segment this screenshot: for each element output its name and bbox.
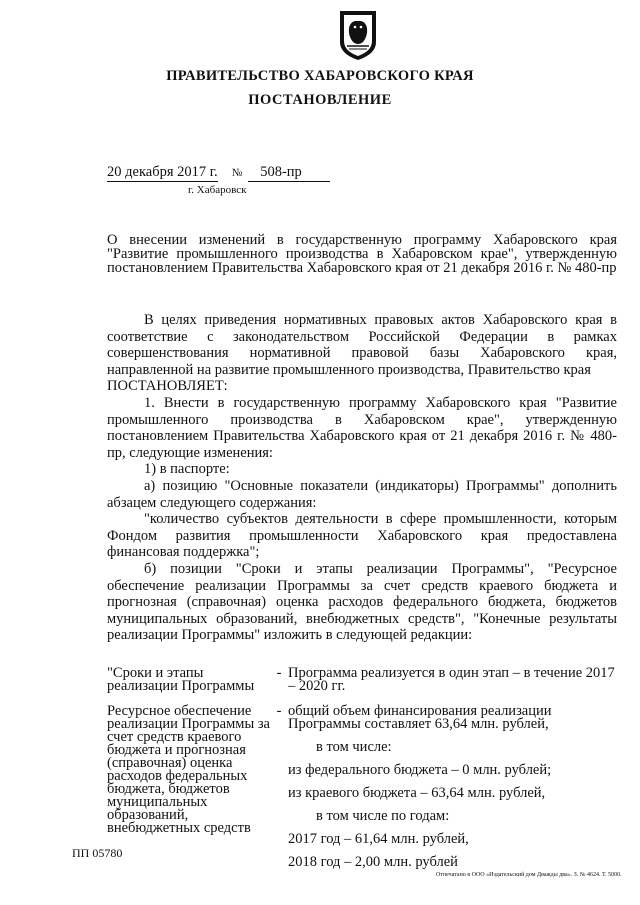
- coat-of-arms-emblem-icon: [337, 8, 379, 62]
- document-subject: О внесении изменений в государственную программу Хабаровского края "Развитие промышленного производства в Хабаровском крае", утвержденную постановлением Правительства Хабаровского края от 21 декабря 2016 г. № 480-пр: [107, 232, 617, 276]
- printer-note: Отпечатано в ООО «Издательский дом Дважды два». З. № 4624. Т. 5000.: [436, 872, 622, 878]
- funding-including: в том числе:: [316, 739, 392, 755]
- date-number-line: [107, 164, 330, 182]
- funding-by-years: в том числе по годам:: [316, 808, 450, 824]
- funding-2018: 2018 год – 2,00 млн. рублей: [288, 854, 458, 870]
- document-type: ПОСТАНОВЛЕНИЕ: [248, 92, 392, 108]
- funding-regional: из краевого бюджета – 63,64 млн. рублей,: [288, 785, 546, 801]
- row-label: "Сроки и этапы реализации Программы: [107, 665, 255, 694]
- document-number: 508-пр: [248, 164, 330, 182]
- city: г. Хабаровск: [188, 184, 247, 196]
- table-row: [107, 705, 617, 869]
- paragraph-quote: "количество субъектов деятельности в сфере промышленности, которым Фондом развития промышленности Хабаровского края предоставлена финансовая поддержка";: [107, 511, 617, 561]
- footer-code: ПП 05780: [72, 846, 123, 860]
- funding-2017: 2017 год – 61,64 млн. рублей,: [288, 831, 469, 847]
- paragraph-passport: 1) в паспорте:: [144, 461, 230, 478]
- row-dash: -: [276, 703, 282, 719]
- row-label: Ресурсное обеспечение реализации Программы за счет средств краевого бюджета и прогнозная (справочная) оценка расходов федеральных бюджета, бюджетов муниципальных образований, внебюджетных средств: [107, 703, 270, 836]
- number-sign: №: [231, 167, 243, 179]
- document-date: 20 декабря 2017 г.: [107, 164, 218, 180]
- organization-title: ПРАВИТЕЛЬСТВО ХАБАРОВСКОГО КРАЯ: [166, 68, 474, 84]
- row-value: Программа реализуется в один этап – в течение 2017 – 2020 гг.: [288, 665, 615, 694]
- paragraph-subitem-a: а) позицию "Основные показатели (индикаторы) Программы" дополнить абзацем следующего содержания:: [107, 477, 617, 511]
- document-body: [107, 312, 617, 644]
- funding-federal: из федерального бюджета – 0 млн. рублей;: [288, 762, 552, 778]
- row-value: [288, 705, 617, 869]
- paragraph-preamble: В целях приведения нормативных правовых актов Хабаровского края в соответствие с законодательством Российской Федерации в рамках совершенствования нормативной правовой базы Хабаровского края, направленной на развитие промышленного производства, Правительство края: [107, 312, 617, 378]
- paragraph-item-1: 1. Внести в государственную программу Хабаровского края "Развитие промышленного производства в Хабаровском крае", утвержденную постановлением Правительства Хабаровского края от 21 декабря 2016 г. № 480-пр, следующие изменения:: [107, 394, 617, 461]
- row-dash: -: [276, 665, 282, 681]
- paragraph-subitem-b: б) позиции "Сроки и этапы реализации Программы", "Ресурсное обеспечение реализации Программы за счет средств краевого бюджета и прогнозная (справочная) оценка расходов федерального бюджета, бюджетов муниципальных образований, внебюджетных средств", "Конечные результаты реализации Программы" изложить в следующей редакции:: [107, 560, 617, 644]
- paragraph-resolves: ПОСТАНОВЛЯЕТ:: [107, 378, 228, 395]
- passport-table: [107, 667, 617, 869]
- table-row: [107, 667, 617, 693]
- funding-total: общий объем финансирования реализации Программы составляет 63,64 млн. рублей,: [288, 703, 552, 732]
